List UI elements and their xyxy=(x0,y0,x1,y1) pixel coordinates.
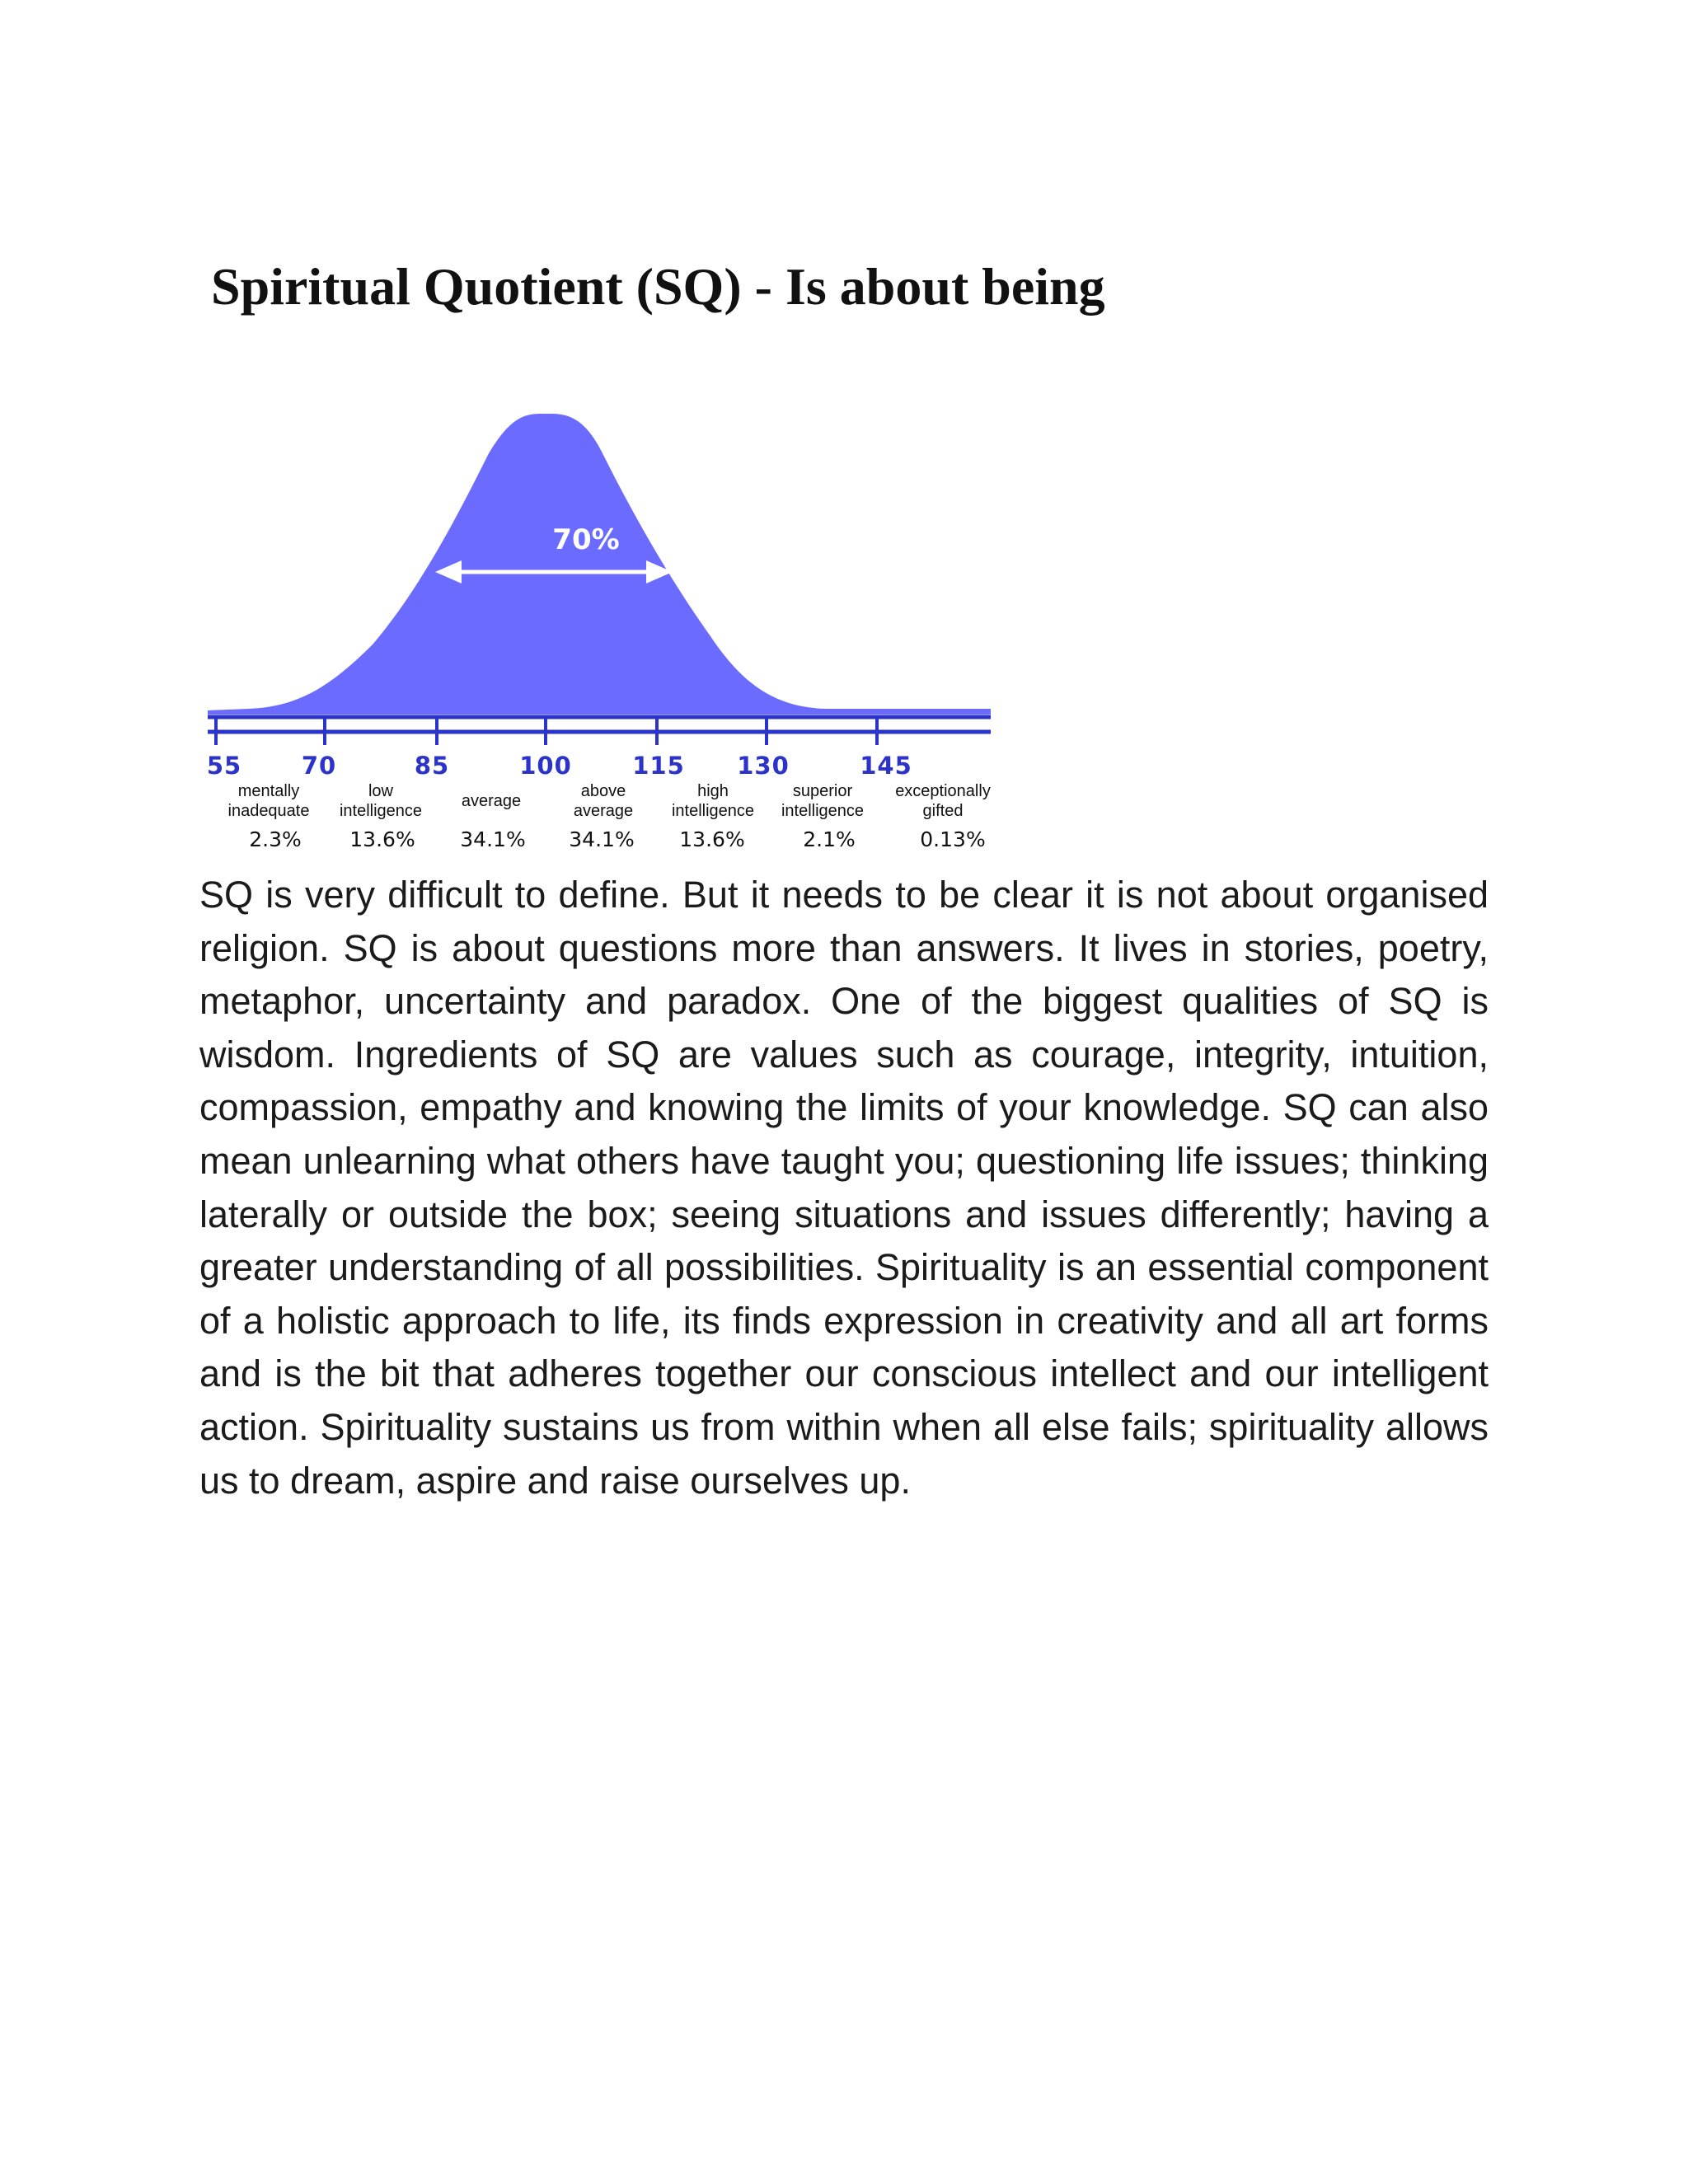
category-label: exceptionally gifted xyxy=(895,782,991,820)
body-paragraph: SQ is very difficult to define. But it needs to be clear it is not about organised religion. SQ is about questions more than answers. It lives in stories, poetry, metaphor, uncertainty and paradox. One of the biggest qualities of SQ is wisdom. Ingredients of SQ are values such as courage, integrity, intuition, compassion, empathy and knowing the limits of your knowledge. SQ can also mean unlearning what others have taught you; questioning life issues; thinking laterally or outside the box; seeing situations and issues differently; having a greater understanding of all possibilities. Spirituality is an essential component of a holistic approach to life, its finds expression in creativity and all art forms and is the bit that adheres together our conscious intellect and our intelligent action. Spirituality sustains us from within when all else fails; spirituality allows us to dream, aspire and raise ourselves up. xyxy=(199,874,1489,1502)
percentage-label: 2.3% xyxy=(249,827,302,851)
bell-curve-graphic xyxy=(199,405,1007,752)
center-percentage-label: 70% xyxy=(552,523,620,556)
category-label: mentally inadequate xyxy=(227,782,310,820)
category-label: superior intelligence xyxy=(781,782,865,820)
percentage-label: 2.1% xyxy=(803,827,856,851)
tick-label: 100 xyxy=(519,752,572,780)
tick-label: 145 xyxy=(860,752,912,780)
category-label: high intelligence xyxy=(671,782,755,820)
tick-label: 55 xyxy=(206,752,242,780)
tick-label: 130 xyxy=(737,752,790,780)
category-label: low intelligence xyxy=(339,782,423,820)
percentage-label: 34.1% xyxy=(569,827,635,851)
page-title: Spiritual Quotient (SQ) - Is about being xyxy=(211,257,1105,316)
percentage-label: 13.6% xyxy=(679,827,745,851)
tick-label: 70 xyxy=(301,752,337,780)
tick-label: 85 xyxy=(414,752,450,780)
percentage-label: 13.6% xyxy=(349,827,415,851)
category-label: above average xyxy=(573,782,634,820)
category-label: average xyxy=(461,792,522,810)
bell-curve-shape xyxy=(208,414,991,715)
iq-distribution-figure xyxy=(199,405,1007,859)
percentage-label: 0.13% xyxy=(920,827,986,851)
tick-label: 115 xyxy=(632,752,685,780)
percentage-label: 34.1% xyxy=(460,827,526,851)
